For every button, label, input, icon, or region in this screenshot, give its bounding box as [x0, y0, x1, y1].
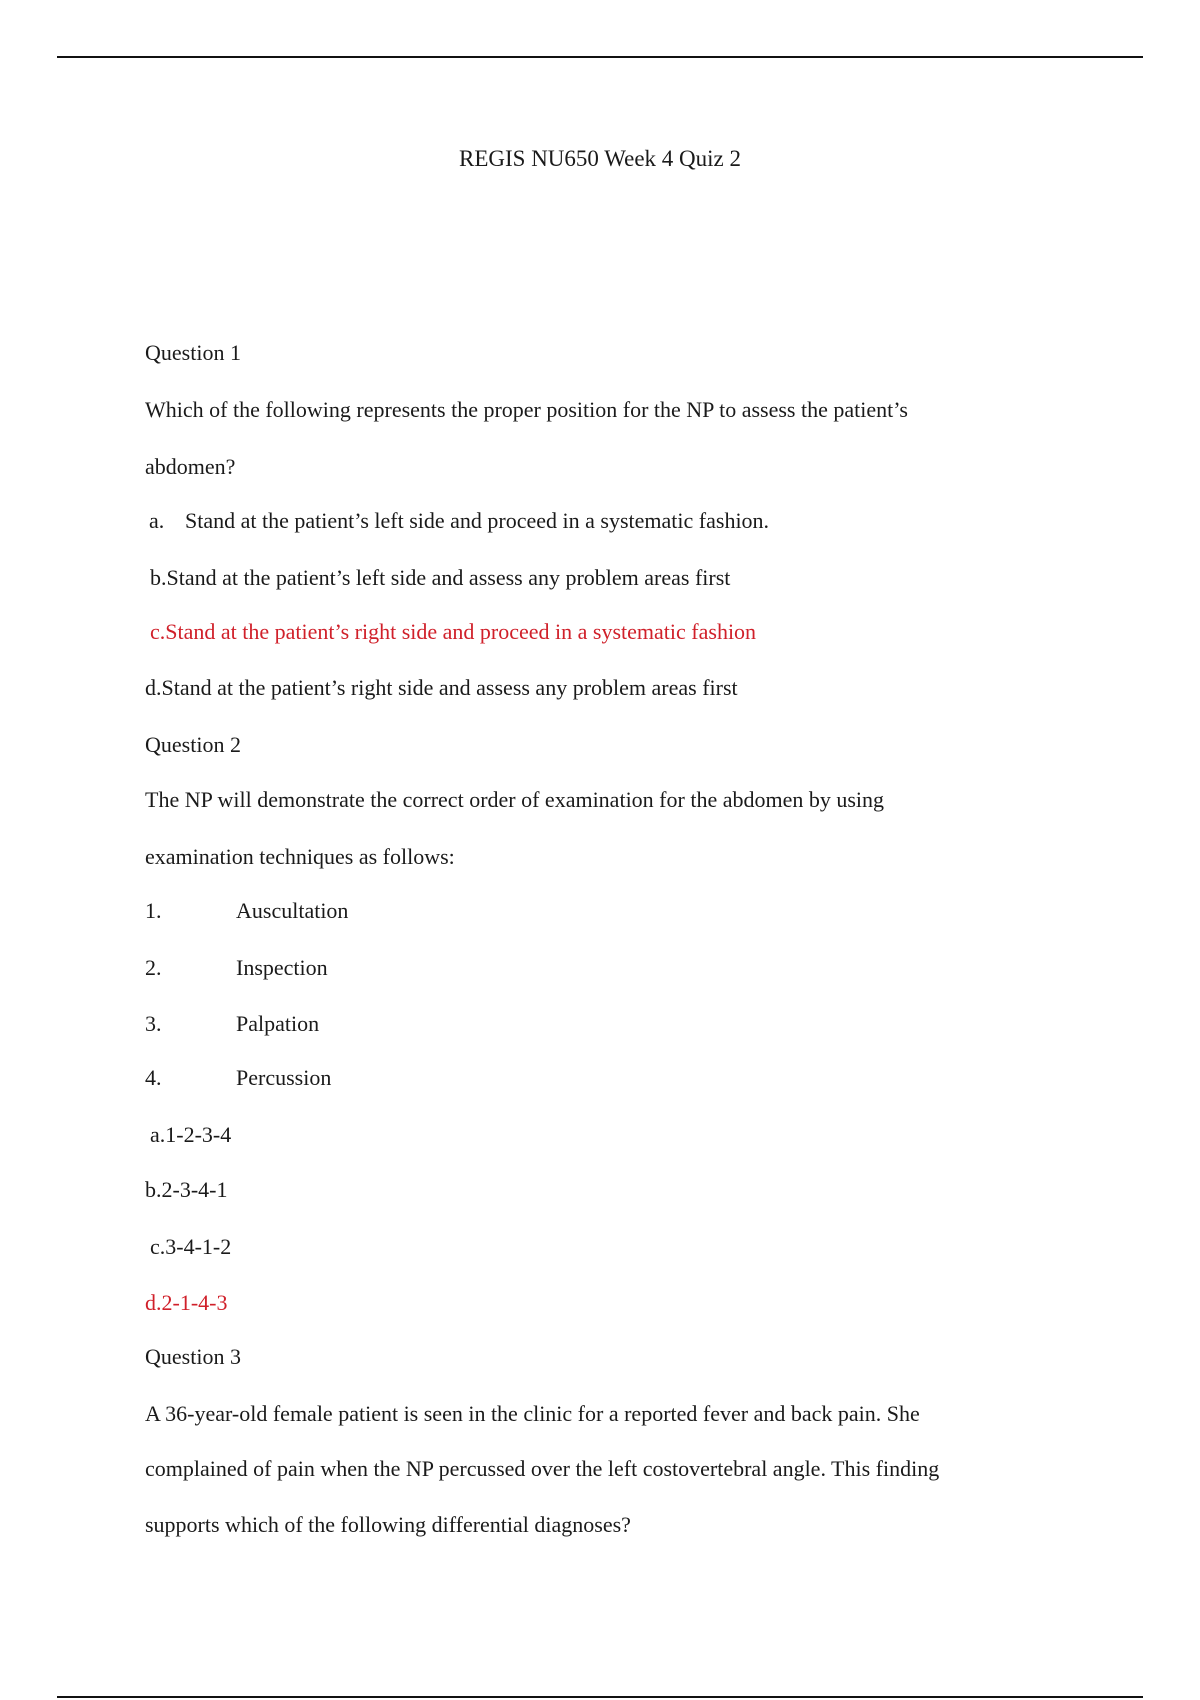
question-1-option-a [149, 506, 769, 536]
question-2-prompt-line-2: examination techniques as follows: [145, 844, 455, 869]
step-4-label: Percussion [236, 1065, 332, 1090]
question-1-option-b: b.Stand at the patient’s left side and assess any problem areas first [150, 565, 731, 590]
question-3-prompt-line-1: A 36-year-old female patient is seen in the clinic for a reported fever and back pain. She [145, 1401, 920, 1426]
step-3-number: 3. [145, 1011, 162, 1036]
question-1-prompt-line-1: Which of the following represents the proper position for the NP to assess the patient’s [145, 397, 908, 422]
option-a-text: Stand at the patient’s left side and proceed in a systematic fashion. [185, 508, 770, 533]
question-1-prompt-line-2: abdomen? [145, 454, 236, 479]
page-title: REGIS NU650 Week 4 Quiz 2 [459, 146, 741, 171]
option-a-letter: a. [149, 508, 165, 533]
question-2-option-d-correct: d.2-1-4-3 [145, 1290, 228, 1315]
question-2-option-c: c.3-4-1-2 [150, 1234, 232, 1259]
question-3-prompt-line-2: complained of pain when the NP percussed over the left costovertebral angle. This finding [145, 1456, 940, 1481]
question-1-option-c-correct: c.Stand at the patient’s right side and proceed in a systematic fashion [150, 619, 757, 644]
question-2-heading: Question 2 [145, 732, 241, 757]
step-1-label: Auscultation [236, 898, 349, 923]
step-3-label: Palpation [236, 1011, 320, 1036]
question-3-prompt-line-3: supports which of the following differential diagnoses? [145, 1512, 631, 1537]
question-1-option-d: d.Stand at the patient’s right side and assess any problem areas first [145, 675, 738, 700]
top-rule [57, 56, 1143, 58]
step-4-number: 4. [145, 1065, 162, 1090]
bottom-rule [57, 1696, 1143, 1698]
question-1-heading: Question 1 [145, 340, 241, 365]
step-1-number: 1. [145, 898, 162, 923]
question-2-option-b: b.2-3-4-1 [145, 1177, 228, 1202]
step-2-number: 2. [145, 955, 162, 980]
question-2-prompt-line-1: The NP will demonstrate the correct order of examination for the abdomen by using [145, 787, 885, 812]
question-2-option-a: a.1-2-3-4 [150, 1122, 232, 1147]
step-2-label: Inspection [236, 955, 328, 980]
question-3-heading: Question 3 [145, 1344, 241, 1369]
